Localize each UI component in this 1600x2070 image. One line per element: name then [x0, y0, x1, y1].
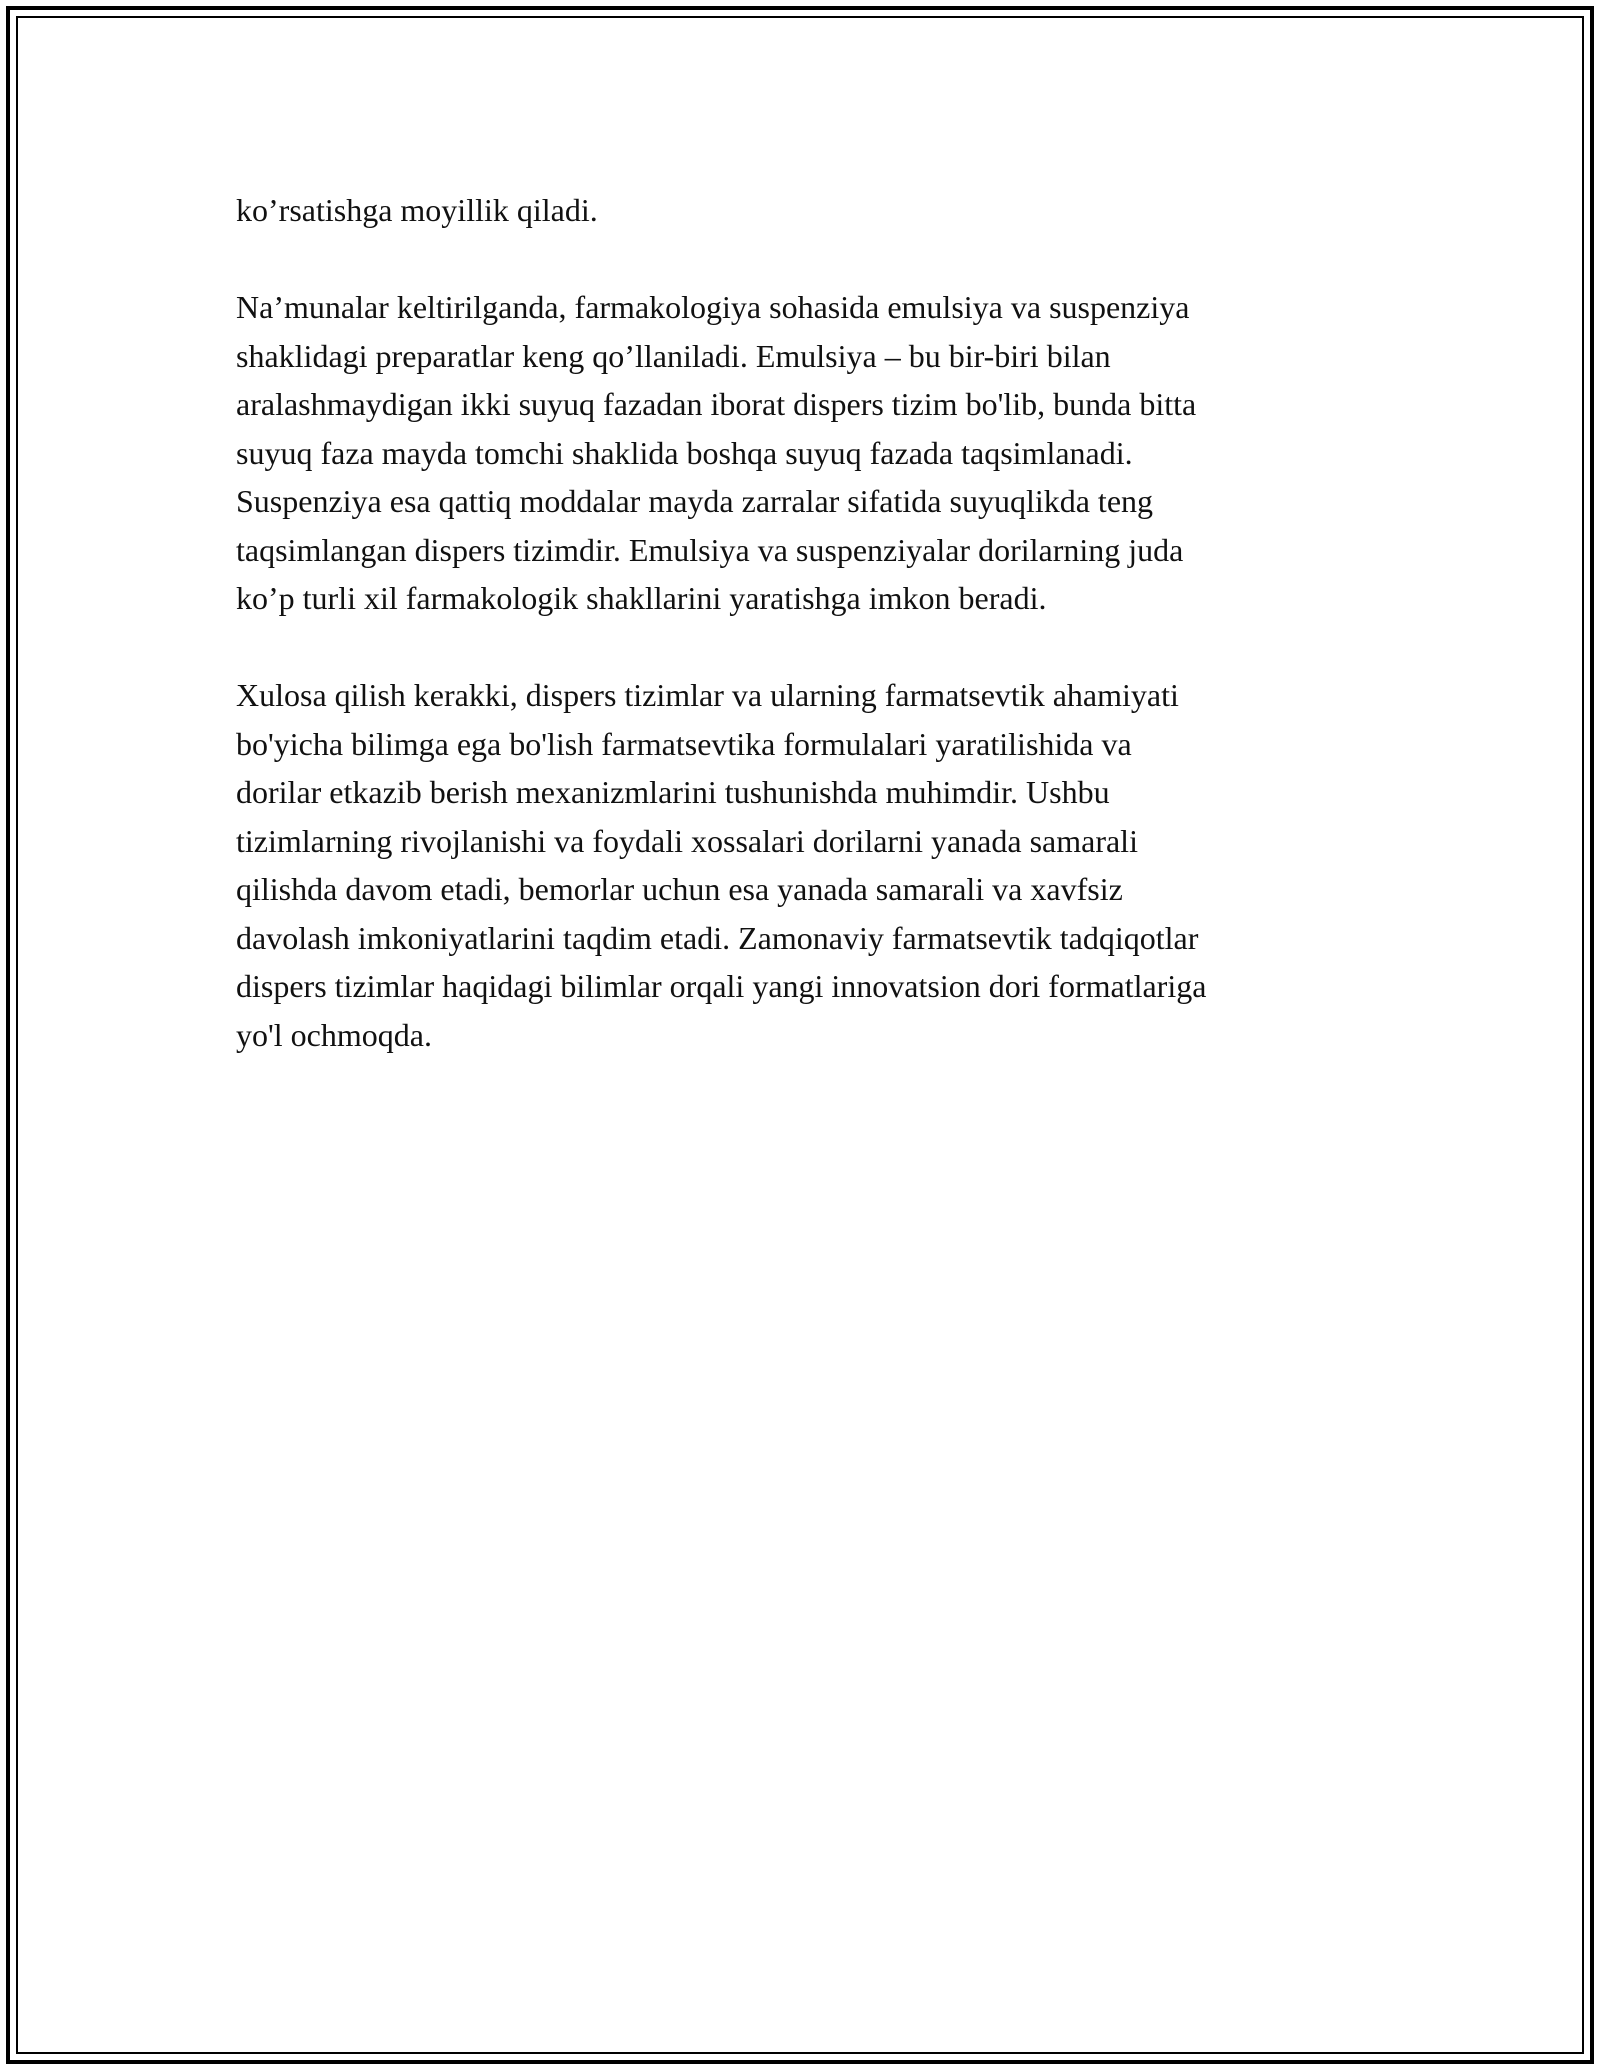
text-line: bo'yicha bilimga ega bo'lish farmatsevtika formulalari yaratilishida va: [236, 725, 1132, 762]
text-line: Na’munalar keltirilganda, farmakologiya sohasida emulsiya va suspenziya: [236, 289, 1190, 325]
paragraph-1: [236, 186, 1366, 235]
text-line: dorilar etkazib berish mexanizmlarini tushunishda muhimdir. Ushbu: [236, 774, 1110, 810]
paragraph-gap: [236, 235, 1366, 284]
text-line: qilishda davom etadi, bemorlar uchun esa yanada samarali va xavfsiz: [236, 871, 1123, 907]
text-line: ko’rsatishga moyillik qiladi.: [236, 192, 598, 228]
text-line: taqsimlangan dispers tizimdir. Emulsiya va suspenziyalar dorilarning juda: [236, 531, 1184, 568]
text-line: Suspenziya esa qattiq moddalar mayda zarralar sifatida suyuqlikda teng: [236, 483, 1154, 519]
text-line: ko’p turli xil farmakologik shakllarini yaratishga imkon beradi.: [236, 580, 1047, 616]
document-body: [236, 186, 1366, 1059]
text-line: davolash imkoniyatlarini taqdim etadi. Zamonaviy farmatsevtik tadqiqotlar: [236, 919, 1199, 956]
text-line: Xulosa qilish kerakki, dispers tizimlar va ularning farmatsevtik ahamiyati: [236, 677, 1179, 713]
text-line: yo'l ochmoqda.: [236, 1016, 432, 1053]
paragraph-2: [236, 283, 1366, 623]
text-line: tizimlarning rivojlanishi va foydali xossalari dorilarni yanada samarali: [236, 822, 1138, 859]
paragraph-3: [236, 671, 1366, 1059]
text-line: shaklidagi preparatlar keng qo’llaniladi. Emulsiya – bu bir-biri bilan: [236, 337, 1111, 374]
text-line: suyuq faza mayda tomchi shaklida boshqa suyuq fazada taqsimlanadi.: [236, 434, 1133, 471]
text-line: aralashmaydigan ikki suyuq fazadan iborat dispers tizim bo'lib, bunda bitta: [236, 386, 1197, 422]
text-line: dispers tizimlar haqidagi bilimlar orqali yangi innovatsion dori formatlariga: [236, 968, 1207, 1004]
paragraph-gap: [236, 623, 1366, 672]
